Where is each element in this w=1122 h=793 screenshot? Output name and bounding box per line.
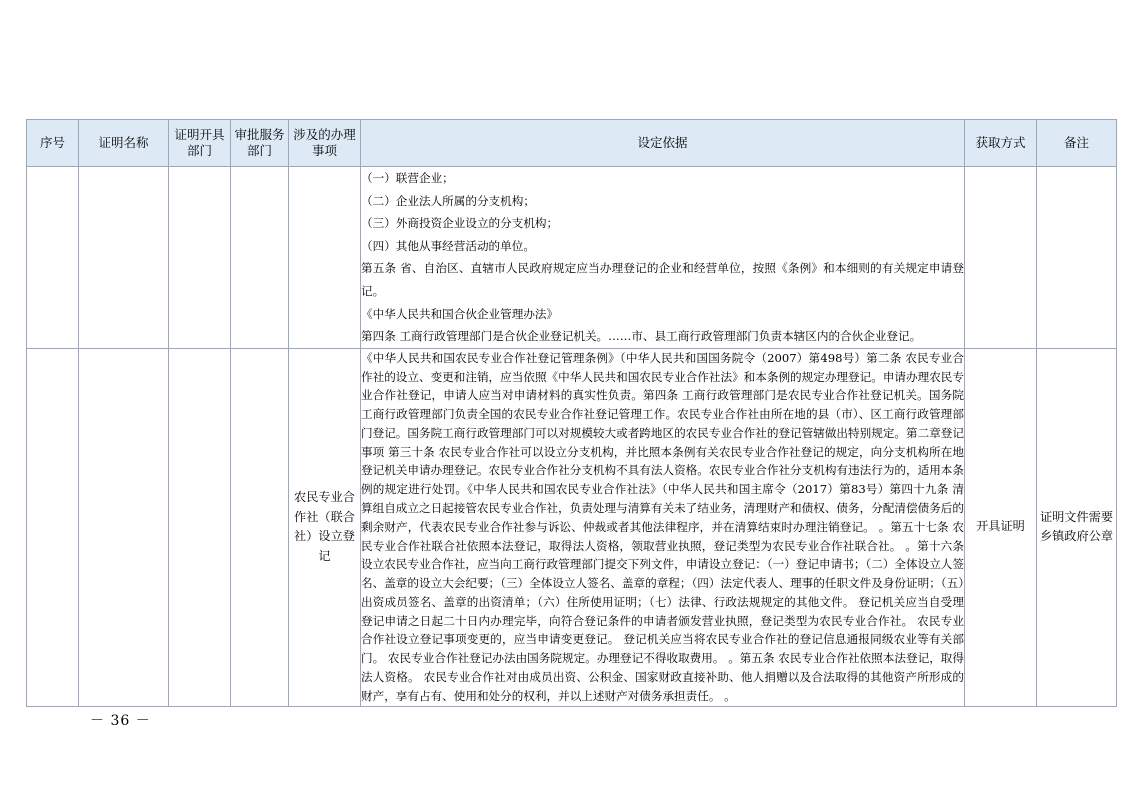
col-header-approver: 审批服务部门 [231,120,289,167]
basis-paragraph: （一）联营企业； [361,171,454,185]
table-header-row [27,120,1117,167]
page-number: － 36 － [90,713,151,729]
basis-paragraph: （二）企业法人所属的分支机构； [361,193,535,208]
cell-remark: 证明文件需要乡镇政府公章 [1037,348,1117,706]
col-header-index: 序号 [27,120,79,167]
cell-basis [361,348,965,706]
certification-table [26,119,1117,707]
cell-index [27,348,79,706]
cell-issuer [169,167,231,349]
col-header-remark: 备注 [1037,120,1117,167]
col-header-issuer: 证明开具部门 [169,120,231,167]
cell-obtain: 开具证明 [965,348,1037,706]
cell-approver [231,167,289,349]
col-header-name: 证明名称 [79,120,169,167]
basis-paragraph: 第五条 省、自治区、直辖市人民政府规定应当办理登记的企业和经营单位，按照《条例》和本细则的有关规定申请登记。 [361,261,964,298]
table-row [27,167,1117,349]
basis-paragraph: （四）其他从事经营活动的单位。 [361,238,535,253]
col-header-matter: 涉及的办理事项 [289,120,361,167]
col-header-basis: 设定依据 [361,120,965,167]
cell-approver [231,348,289,706]
cell-matter: 农民专业合作社（联合社）设立登记 [289,348,361,706]
basis-paragraph: 《中华人民共和国农民专业合作社登记管理条例》（中华人民共和国国务院令（2007）第498号）第二条 农民专业合作社的设立、变更和注销，应当依照《中华人民共和国农民专业合作社法》和本条例的规定办理登记。申请办理农民专业合作社登记，申请人应当对申请材料的真实性负责。第四条 工商行政管理部门是农民专业合作社登记机关。国务院工商行政管理部门负责全国的农民专业合作社登记管理工作。农民专业合作社由所在地的县（市）、区工商行政管理部门登记。国务院工商行政管理部门可以对规模较大或者跨地区的农民专业合作社的登记管辖做出特别规定。第二章登记事项 第三十条 农民专业合作社可以设立分支机构，并比照本条例有关农民专业合作社登记的规定，向分支机构所在地登记机关申请办理登记。农民专业合作社分支机构不具有法人资格。农民专业合作社分支机构有违法行为的，适用本条例的规定进行处罚。《中华人民共和国农民专业合作社法》（中华人民共和国主席令（2017）第83号）第四十九条 清算组自成立之日起接管农民专业合作社，负责处理与清算有关未了结业务，清理财产和债权、债务，分配清偿债务后的剩余财产，代表农民专业合作社参与诉讼、仲裁或者其他法律程序，并在清算结束时办理注销登记。 。第五十七条 农民专业合作社联合社依照本法登记，取得法人资格，领取营业执照，登记类型为农民专业合作社联合社。 。第十六条 设立农民专业合作社，应当向工商行政管理部门提交下列文件，申请设立登记：（一）登记申请书；（二）全体设立人签名、盖章的设立大会纪要；（三）全体设立人签名、盖章的章程；（四）法定代表人、理事的任职文件及身份证明；（五）出资成员签名、盖章的出资清单；（六）住所使用证明；（七）法律、行政法规规定的其他文件。 登记机关应当自受理登记申请之日起二十日内办理完毕，向符合登记条件的申请者颁发营业执照，登记类型为农民专业合作社。 农民专业合作社设立登记事项变更的，应当申请变更登记。 登记机关应当将农民专业合作社的登记信息通报同级农业等有关部门。 农民专业合作社登记办法由国务院规定。办理登记不得收取费用。 。第五条 农民专业合作社依照本法登记，取得法人资格。 农民专业合作社对由成员出资、公积金、国家财政直接补助、他人捐赠以及合法取得的其他资产所形成的财产，享有占有、使用和处分的权利，并以上述财产对债务承担责任。 。 [361,350,964,703]
basis-paragraph: 第四条 工商行政管理部门是合伙企业登记机关。……市、县工商行政管理部门负责本辖区内的合伙企业登记。 [361,329,922,344]
cell-remark [1037,167,1117,349]
cell-issuer [169,348,231,706]
basis-paragraph: （三）外商投资企业设立的分支机构； [361,216,559,231]
cell-obtain [965,167,1037,349]
cell-index [27,167,79,349]
cell-matter [289,167,361,349]
basis-paragraph: 《中华人民共和国合伙企业管理办法》 [361,306,559,321]
cell-basis [361,167,965,349]
col-header-obtain: 获取方式 [965,120,1037,167]
cell-name [79,167,169,349]
cell-name [79,348,169,706]
table-row [27,348,1117,706]
